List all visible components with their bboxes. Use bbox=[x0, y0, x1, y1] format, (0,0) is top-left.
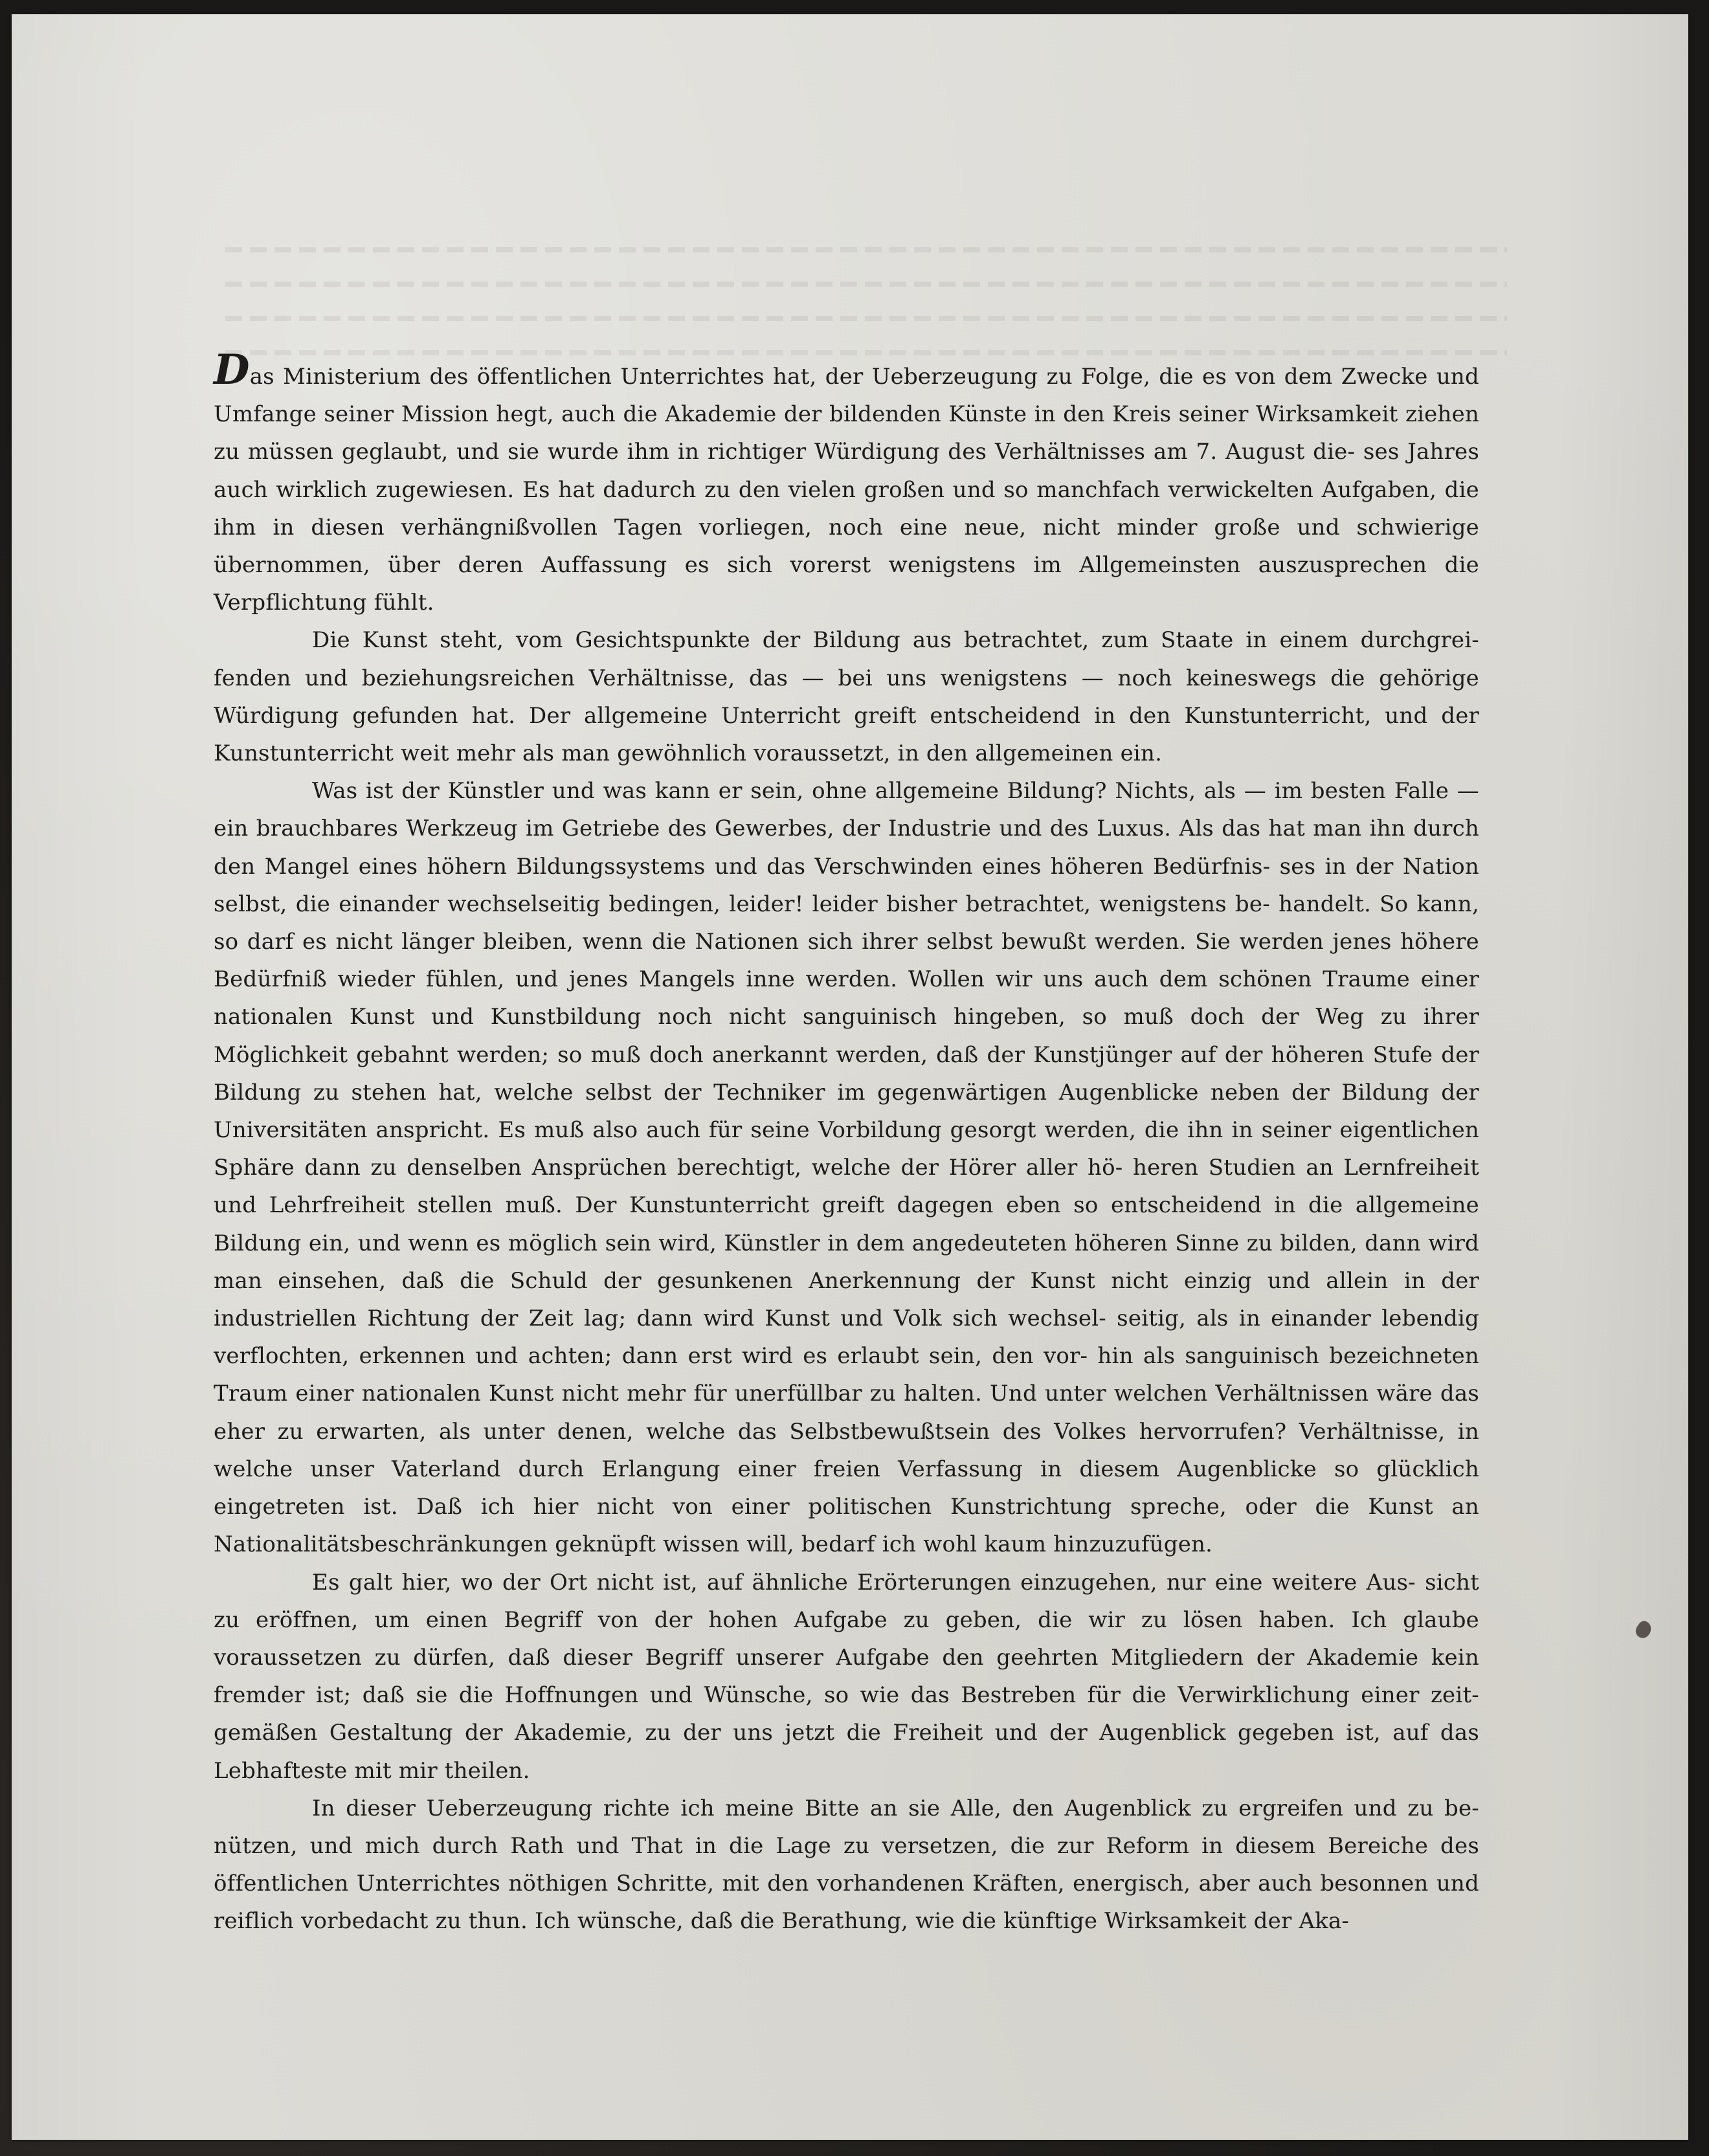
paragraph-text: as Ministerium des öffentlichen Unterrichtes hat, der Ueberzeugung zu Folge, die es von dem Zwecke und Umfange seiner Mission hegt, auch die Akademie der bildenden Künste in den Kreis seiner Wirksamkeit ziehen zu müssen geglaubt, und sie wurde ihm in richtiger Würdigung des Verhältnisses am 7. August die- ses Jahres auch wirklich zugewiesen. Es hat dadurch zu den vielen großen und so manchfach verwickelten Aufgaben, die ihm in diesen verhängnißvollen Tagen vorliegen, noch eine neue, nicht minder große und schwierige übernommen, über deren Auffassung es sich vorerst wenigstens im Allgemeinsten auszusprechen die Verpflichtung fühlt. bbox=[214, 364, 1479, 616]
paragraph-3 bbox=[214, 772, 1479, 1563]
paragraph-text: In dieser Ueberzeugung richte ich meine Bitte an sie Alle, den Augenblick zu ergreifen und zu be- nützen, und mich durch Rath und That in die Lage zu versetzen, die zur Reform in diesem Bereiche des öffentlichen Unterrichtes nöthigen Schritte, mit den vorhandenen Kräften, energisch, aber auch besonnen und reiflich vorbedacht zu thun. Ich wünsche, daß die Berathung, wie die künftige Wirksamkeit der Aka- bbox=[214, 1795, 1479, 1935]
paragraph-5 bbox=[214, 1790, 1479, 1940]
paragraph-4 bbox=[214, 1564, 1479, 1790]
paragraph-text: Die Kunst steht, vom Gesichtspunkte der Bildung aus betrachtet, zum Staate in einem durchgrei- fenden und beziehungsreichen Verhältnisse, das — bei uns wenigstens — noch keineswegs die gehörige Würdigung gefunden hat. Der allgemeine Unterricht greift entscheidend in den Kunstunterricht, und der Kunstunterricht weit mehr als man gewöhnlich voraussetzt, in den allgemeinen ein. bbox=[214, 627, 1479, 767]
document-body bbox=[214, 346, 1479, 1935]
paragraph-text: Was ist der Künstler und was kann er sein, ohne allgemeine Bildung? Nichts, als — im besten Falle — ein brauchbares Werkzeug im Getriebe des Gewerbes, der Industrie und des Luxus. Als das hat man ihn durch den Mangel eines höhern Bildungssystems und das Verschwinden eines höheren Bedürfnis- ses in der Nation selbst, die einander wechselseitig bedingen, leider! leider bisher betrachtet, wenigstens be- handelt. So kann, so darf es nicht länger bleiben, wenn die Nationen sich ihrer selbst bewußt werden. Sie werden jenes höhere Bedürfniß wieder fühlen, und jenes Mangels inne werden. Wollen wir uns auch dem schönen Traume einer nationalen Kunst und Kunstbildung noch nicht sanguinisch hingeben, so muß doch der Weg zu ihrer Möglichkeit gebahnt werden; so muß doch anerkannt werden, daß der Kunstjünger auf der höheren Stufe der Bildung zu stehen hat, welche selbst der Techniker im gegenwärtigen Augenblicke neben der Bildung der Universitäten anspricht. Es muß also auch für seine Vorbildung gesorgt werden, die ihn in seiner eigentlichen Sphäre dann zu denselben Ansprüchen berechtigt, welche der Hörer aller hö- heren Studien an Lernfreiheit und Lehrfreiheit stellen muß. Der Kunstunterricht greift dagegen eben so entscheidend in die allgemeine Bildung ein, und wenn es möglich sein wird, Künstler in dem angedeuteten höheren Sinne zu bilden, dann wird man einsehen, daß die Schuld der gesunkenen Anerkennung der Kunst nicht einzig und allein in der industriellen Richtung der Zeit lag; dann wird Kunst und Volk sich wechsel- seitig, als in einander lebendig verflochten, erkennen und achten; dann erst wird es erlaubt sein, den vor- hin als sanguinisch bezeichneten Traum einer nationalen Kunst nicht mehr für unerfüllbar zu halten. Und unter welchen Verhältnissen wäre das eher zu erwarten, als unter denen, welche das Selbstbewußtsein des Volkes hervorrufen? Verhältnisse, in welche unser Vaterland durch Erlangung einer freien Verfassung in diesem Augenblicke so glücklich eingetreten ist. Daß ich hier nicht von einer politischen Kunstrichtung spreche, oder die Kunst an Nationalitätsbeschränkungen geknüpft wissen will, bedarf ich wohl kaum hinzuzufügen. bbox=[214, 778, 1479, 1558]
paragraph-2 bbox=[214, 621, 1479, 772]
paragraph-text: Es galt hier, wo der Ort nicht ist, auf ähnliche Erörterungen einzugehen, nur eine weitere Aus- sicht zu eröffnen, um einen Begriff von der hohen Aufgabe zu geben, die wir zu lösen haben. Ich glaube voraussetzen zu dürfen, daß dieser Begriff unserer Aufgabe den geehrten Mitgliedern der Akademie kein fremder ist; daß sie die Hoffnungen und Wünsche, so wie das Bestreben für die Verwirklichung einer zeit- gemäßen Gestaltung der Akademie, zu der uns jetzt die Freiheit und der Augenblick gegeben ist, auf das Lebhafteste mit mir theilen. bbox=[214, 1569, 1479, 1784]
paragraph-1 bbox=[214, 346, 1479, 621]
drop-cap: D bbox=[214, 346, 250, 394]
